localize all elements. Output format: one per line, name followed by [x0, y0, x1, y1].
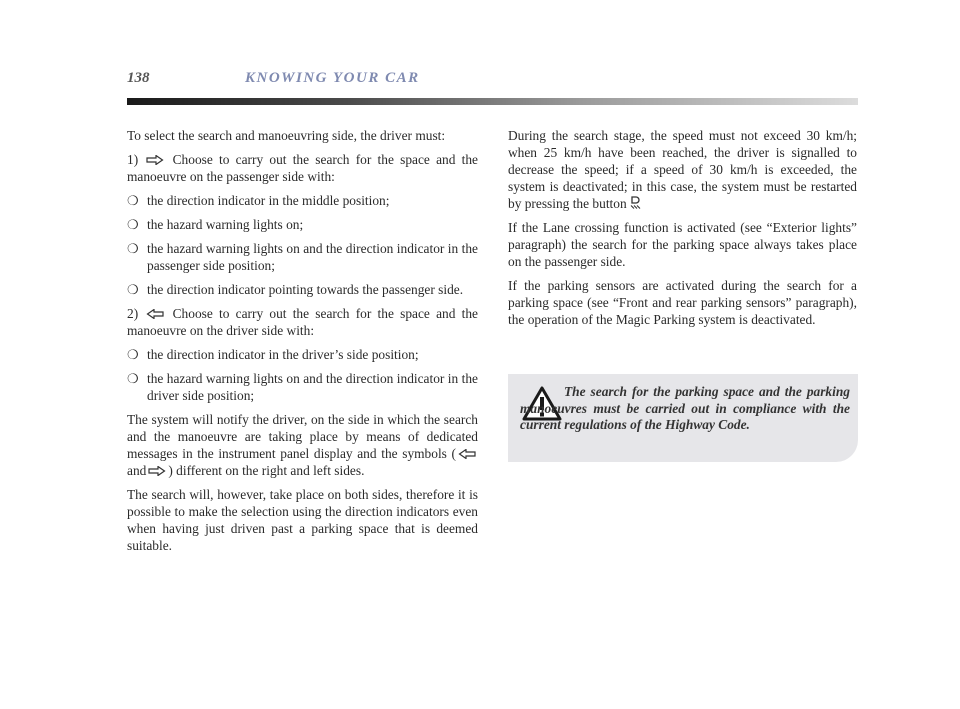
warning-text: The search for the parking space and the parking manoeuvres must be carried out in compliance with the current regulations of the Highway Code. [520, 384, 850, 432]
bullet-icon: ❍ [127, 241, 139, 256]
parking-button-icon [630, 196, 642, 210]
list-item: ❍ the direction indicator pointing towards the passenger side. [127, 282, 464, 297]
bullet-icon: ❍ [127, 371, 139, 386]
right-arrow-icon [146, 155, 164, 165]
list-item: ❍ the direction indicator in the driver’s side position; [127, 347, 419, 362]
list-item: ❍ the hazard warning lights on; [127, 217, 304, 232]
warning-box [508, 374, 858, 462]
option-driver-side [127, 305, 478, 339]
option-number: 2) [127, 306, 139, 321]
speed-paragraph: During the search stage, the speed must not exceed 30 km/h; when 25 km/h have been reached, the driver is signalled to decrease the speed; if a speed of 30 km/h is exceeded, the system is deactivated; in this case, the system must be restarted by pressing the button [508, 128, 857, 211]
option-text: Choose to carry out the search for the space and the manoeuvre on the passenger side with: [127, 152, 478, 184]
option-passenger-side [127, 151, 478, 185]
list-item: ❍ the hazard warning lights on and the direction indicator in the passenger side position; [127, 241, 478, 273]
page-header [127, 58, 867, 88]
right-column [508, 127, 857, 335]
left-column [127, 127, 478, 561]
left-arrow-icon [146, 309, 164, 319]
lane-crossing-paragraph: If the Lane crossing function is activated (see “Exterior lights” paragraph) the search for the parking space always takes place on the passenger side. [508, 220, 857, 269]
list-item: ❍ the hazard warning lights on and the direction indicator in the driver side position; [127, 371, 478, 403]
page-number: 138 [127, 70, 150, 86]
list-item: ❍ the direction indicator in the middle position; [127, 193, 390, 208]
parking-sensors-paragraph: If the parking sensors are activated during the search for a parking space (see “Front and rear parking sensors” paragraph), the operation of the Magic Parking system is deactivated. [508, 278, 857, 327]
bullet-icon: ❍ [127, 193, 139, 208]
right-arrow-icon [148, 466, 166, 476]
intro-paragraph: To select the search and manoeuvring side, the driver must: [127, 128, 446, 143]
option-number: 1) [127, 152, 139, 167]
notify-paragraph: The system will notify the driver, on the side in which the search and the manoeuvre are taking place by means of dedicated messages in the instrument panel display and the symbols (and ) different on the right and left sides. [127, 412, 478, 478]
bullet-icon: ❍ [127, 282, 139, 297]
chapter-title: KNOWING YOUR CAR [245, 70, 420, 86]
left-arrow-icon [458, 449, 476, 459]
bullet-icon: ❍ [127, 347, 139, 362]
header-rule [127, 98, 858, 105]
option-text: Choose to carry out the search for the space and the manoeuvre on the driver side with: [127, 306, 478, 338]
final-paragraph: The search will, however, take place on both sides, therefore it is possible to make the selection using the direction indicators even when having just driven past a parking space that is deemed suitable. [127, 487, 478, 553]
bullet-icon: ❍ [127, 217, 139, 232]
